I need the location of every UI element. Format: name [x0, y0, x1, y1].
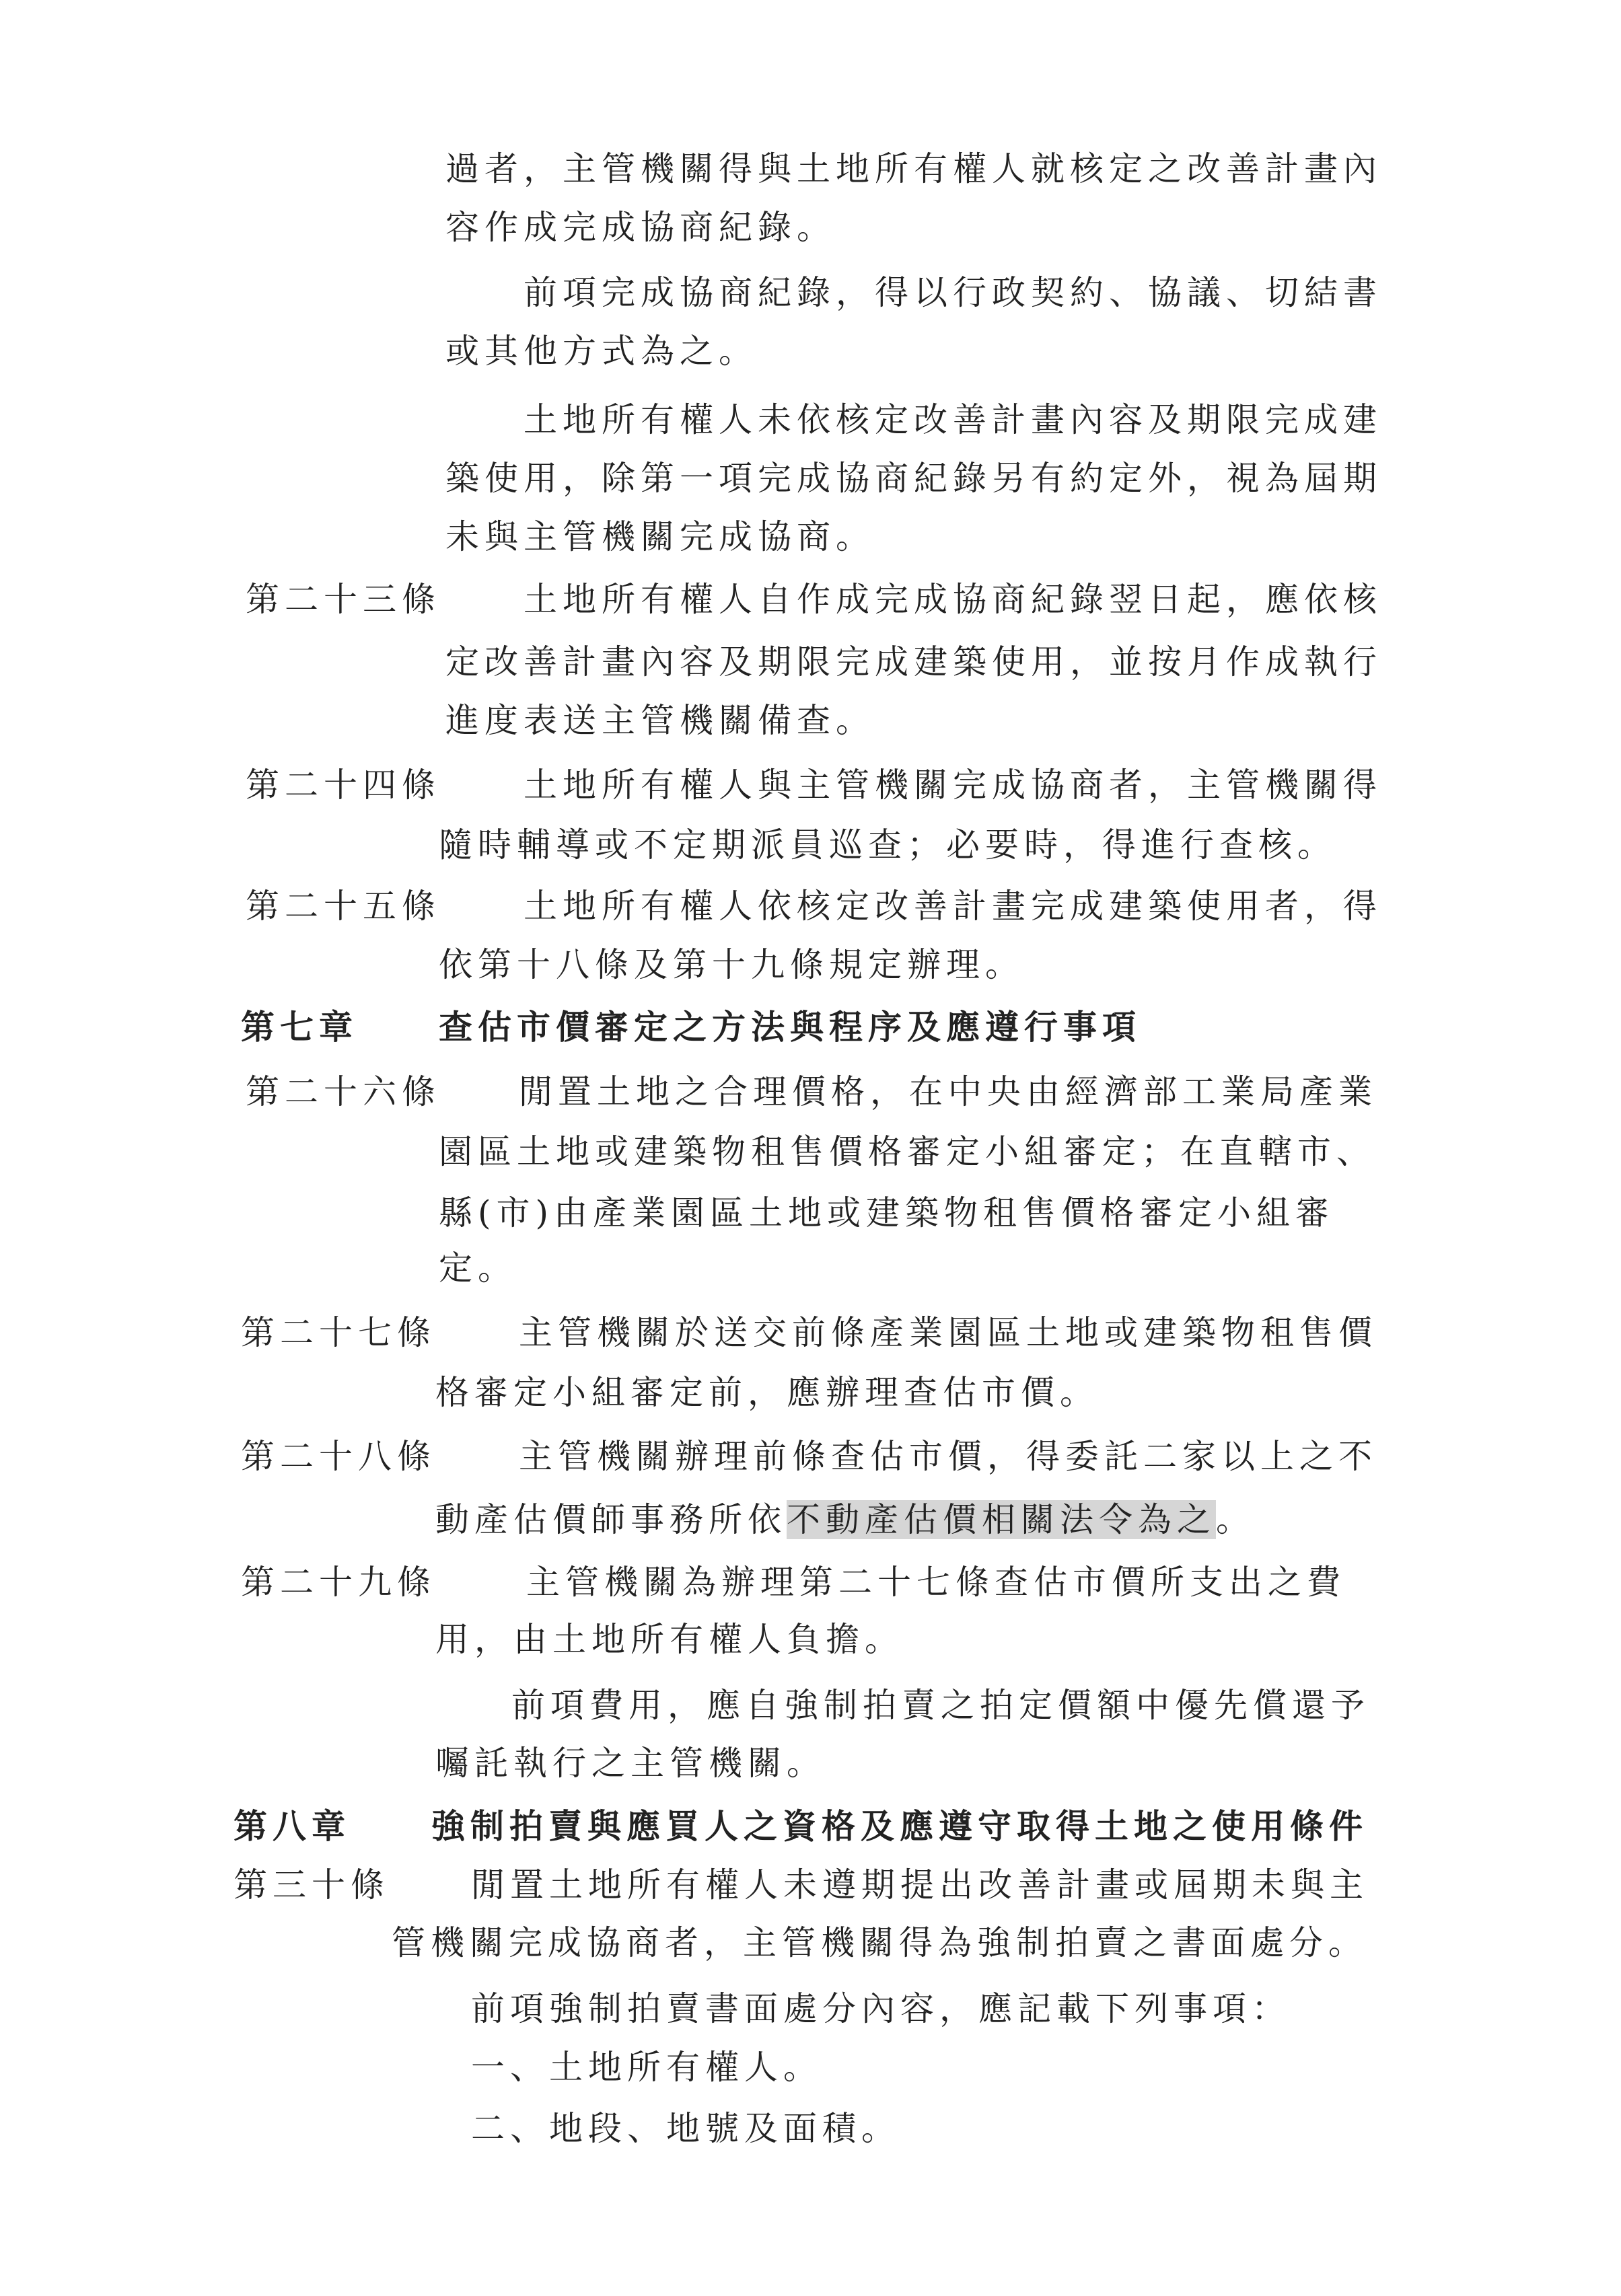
article-28-line-2-after: 。: [1216, 1500, 1255, 1539]
article-28-line-1: 主管機關辦理前條查估市價，得委託二家以上之不: [519, 1437, 1377, 1476]
article-22-p1-line-1: 過者，主管機關得與土地所有權人就核定之改善計畫內: [445, 149, 1382, 188]
article-30-item-1: 一、土地所有權人。: [471, 2048, 822, 2087]
article-30-p1-line-2: 管機關完成協商者，主管機關得為強制拍賣之書面處分。: [392, 1923, 1367, 1962]
article-29-label: 第二十九條: [241, 1563, 436, 1602]
article-23-line-2: 定改善計畫內容及期限完成建築使用，並按月作成執行: [445, 642, 1382, 681]
article-23-line-3: 進度表送主管機關備查。: [445, 701, 875, 740]
article-27-line-2: 格審定小組審定前，應辦理查估市價。: [435, 1373, 1099, 1412]
article-25-line-1: 土地所有權人依核定改善計畫完成建築使用者，得: [524, 887, 1382, 926]
article-24-line-2: 隨時輔導或不定期派員巡查；必要時，得進行查核。: [439, 825, 1336, 864]
article-22-p2-line-2: 或其他方式為之。: [445, 332, 758, 371]
article-22-p2-line-1: 前項完成協商紀錄，得以行政契約、協議、切結書: [524, 273, 1382, 312]
article-22-p1-line-2: 容作成完成協商紀錄。: [445, 208, 836, 247]
article-23-line-1: 土地所有權人自作成完成協商紀錄翌日起，應依核: [524, 580, 1382, 619]
article-26-line-1: 閒置土地之合理價格，在中央由經濟部工業局產業: [519, 1072, 1377, 1111]
article-28-line-2: [435, 1500, 1255, 1539]
article-28-line-2-before: 動產估價師事務所依: [435, 1500, 787, 1539]
article-22-p3-line-2: 築使用，除第一項完成協商紀錄另有約定外，視為屆期: [445, 459, 1382, 498]
article-26-line-3: 縣(市)由產業園區土地或建築物租售價格審定小組審: [439, 1193, 1335, 1232]
chapter-7-title: 查估市價審定之方法與程序及應遵行事項: [439, 1007, 1141, 1047]
chapter-7-label: 第七章: [241, 1007, 358, 1047]
article-29-p1-line-2: 用，由土地所有權人負擔。: [435, 1620, 904, 1659]
article-28-highlighted-text: 不動產估價相關法令為之: [787, 1500, 1216, 1539]
article-27-line-1: 主管機關於送交前條產業園區土地或建築物租售價: [519, 1313, 1377, 1352]
article-24-label: 第二十四條: [246, 766, 441, 805]
chapter-8-label: 第八章: [233, 1806, 351, 1846]
article-26-line-4: 定。: [439, 1249, 517, 1288]
chapter-8-title: 強制拍賣與應買人之資格及應遵守取得土地之使用條件: [431, 1806, 1368, 1846]
article-29-p1-line-1: 主管機關為辦理第二十七條查估市價所支出之費: [526, 1563, 1346, 1602]
article-28-label: 第二十八條: [241, 1437, 436, 1476]
article-26-label: 第二十六條: [246, 1072, 441, 1111]
article-24-line-1: 土地所有權人與主管機關完成協商者，主管機關得: [524, 766, 1382, 805]
article-30-p2: 前項強制拍賣書面處分內容，應記載下列事項：: [471, 1989, 1291, 2028]
article-25-line-2: 依第十八條及第十九條規定辦理。: [439, 945, 1024, 984]
article-30-p1-line-1: 閒置土地所有權人未遵期提出改善計畫或屆期未與主: [471, 1865, 1369, 1904]
article-26-line-2: 園區土地或建築物租售價格審定小組審定；在直轄市、: [439, 1132, 1375, 1171]
article-22-p3-line-1: 土地所有權人未依核定改善計畫內容及期限完成建: [524, 400, 1382, 439]
article-30-label: 第三十條: [233, 1865, 390, 1904]
article-25-label: 第二十五條: [246, 887, 441, 926]
article-27-label: 第二十七條: [241, 1313, 436, 1352]
article-22-p3-line-3: 未與主管機關完成協商。: [445, 517, 875, 556]
article-29-p2-line-2: 囑託執行之主管機關。: [435, 1744, 826, 1783]
article-29-p2-line-1: 前項費用，應自強制拍賣之拍定價額中優先償還予: [511, 1686, 1370, 1725]
article-30-item-2: 二、地段、地號及面積。: [471, 2109, 900, 2148]
article-23-label: 第二十三條: [246, 580, 441, 619]
